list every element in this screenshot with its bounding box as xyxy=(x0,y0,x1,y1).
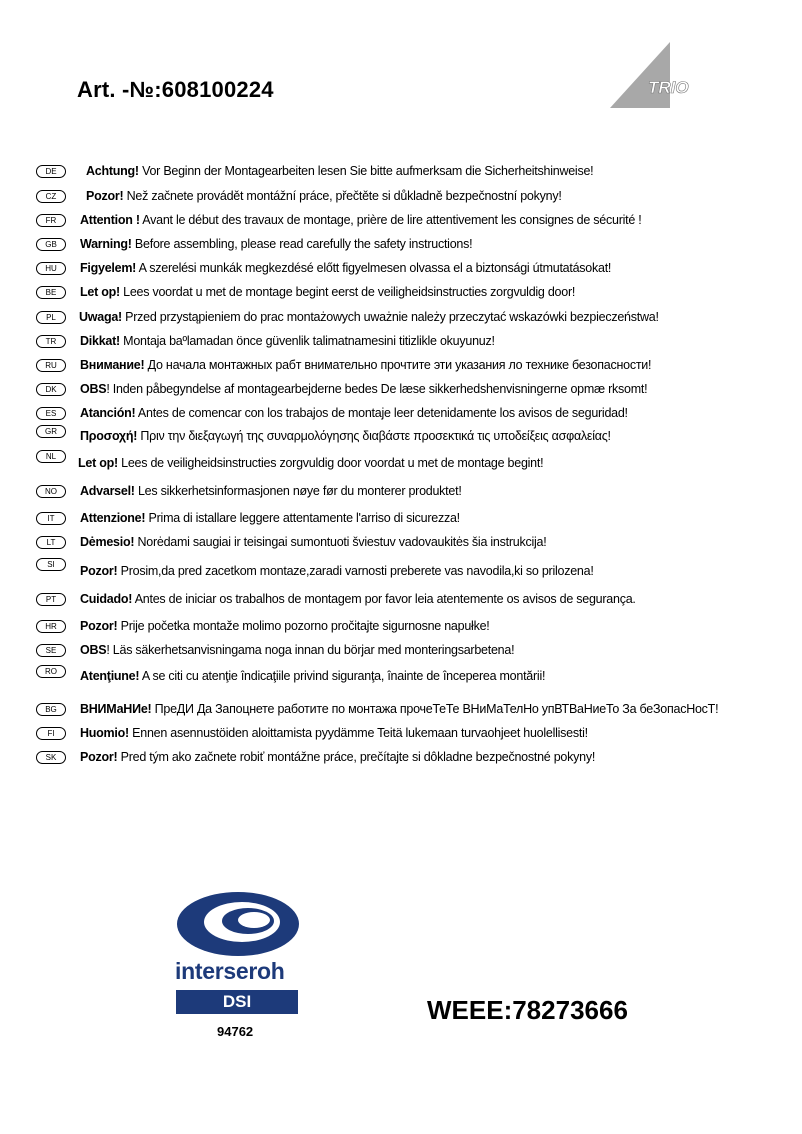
safety-text xyxy=(80,535,546,549)
safety-warning-word: Προσοχή! xyxy=(80,429,138,443)
safety-line-it xyxy=(36,511,460,525)
language-code-badge: SK xyxy=(36,751,66,764)
safety-warning-word: Uwaga! xyxy=(79,310,122,324)
language-code-badge: SI xyxy=(36,558,66,571)
safety-warning-body: Prije početka montaže molimo pozorno pročitajte sigurnosne napułke! xyxy=(117,619,490,633)
safety-warning-word: Внимание! xyxy=(80,358,145,372)
safety-warning-word: ВНИМаНИе! xyxy=(80,702,152,716)
safety-text xyxy=(80,358,651,372)
safety-line-tr xyxy=(36,334,495,348)
safety-line-lt xyxy=(36,535,546,549)
safety-warning-body: Antes de comencar con los trabajos de montaje leer detenidamente los avisos de seguridad! xyxy=(135,406,628,420)
safety-warning-word: Dėmesio! xyxy=(80,535,135,549)
safety-warning-body: Montaja baºlamadan önce güvenlik talimatnamesini titizlikle okuyunuz! xyxy=(119,334,495,348)
safety-line-nl xyxy=(36,451,544,470)
safety-text xyxy=(80,429,611,443)
safety-warning-body: Before assembling, please read carefully the safety instructions! xyxy=(131,237,473,251)
language-code-badge: FR xyxy=(36,214,66,227)
language-code-badge: NL xyxy=(36,450,66,463)
safety-warning-word: Pozor! xyxy=(86,189,124,203)
safety-line-es xyxy=(36,406,628,420)
safety-warning-word: Pozor! xyxy=(80,619,118,633)
safety-text xyxy=(78,456,543,470)
safety-warning-body: Než začnete provádět montážní práce, přečtěte si důkladně bezpečnostní pokyny! xyxy=(123,189,562,203)
safety-line-cz xyxy=(36,189,562,203)
safety-warning-body: Prima di istallare leggere attentamente l'arriso di sicurezza! xyxy=(145,511,460,525)
safety-text xyxy=(79,310,659,324)
language-code-badge: BG xyxy=(36,703,66,716)
safety-line-hr xyxy=(36,619,490,633)
language-code-badge: DE xyxy=(36,165,66,178)
safety-warning-body: Pred tým ako začnete robiť montážne práce, prečítajte si dôkladne bezpečnostné pokyny! xyxy=(117,750,596,764)
safety-warning-word: OBS xyxy=(80,382,107,396)
safety-warning-word: Pozor! xyxy=(80,750,118,764)
safety-line-gb xyxy=(36,237,472,251)
language-code-badge: TR xyxy=(36,335,66,348)
safety-text xyxy=(80,213,642,227)
safety-line-de xyxy=(36,164,593,178)
language-code-badge: RO xyxy=(36,665,66,678)
safety-warning-body: Πριν την διεξαγωγή της συναρμολόγησης διαβάστε προσεκτικά τις υποδείξεις ασφαλείας! xyxy=(137,429,611,443)
language-code-badge: PL xyxy=(36,311,66,324)
safety-text xyxy=(80,643,514,657)
safety-text xyxy=(80,382,647,396)
safety-warning-word: Atenţiune! xyxy=(80,669,140,683)
language-code-badge: RU xyxy=(36,359,66,372)
safety-text xyxy=(80,702,718,716)
trio-brand-text: TRIO xyxy=(648,78,689,97)
language-code-badge: PT xyxy=(36,593,66,606)
safety-warning-word: Let op! xyxy=(78,456,118,470)
safety-warning-word: Let op! xyxy=(80,285,120,299)
safety-line-fi xyxy=(36,726,588,740)
language-code-badge: LT xyxy=(36,536,66,549)
safety-warning-body: Avant le début des travaux de montage, prière de lire attentivement les consignes de sécurité ! xyxy=(139,213,642,227)
safety-line-be xyxy=(36,285,575,299)
trio-triangle xyxy=(610,42,670,108)
safety-warning-body: ! Läs säkerhetsanvisningama noga innan du börjar med monteringsarbetena! xyxy=(106,643,515,657)
safety-warning-word: Dikkat! xyxy=(80,334,120,348)
safety-warning-word: OBS xyxy=(80,643,107,657)
safety-text xyxy=(80,669,545,683)
safety-text xyxy=(80,406,628,420)
safety-line-bg xyxy=(36,702,718,716)
language-code-badge: NO xyxy=(36,485,66,498)
safety-warning-word: Atanción! xyxy=(80,406,136,420)
article-number: Art. -№:608100224 xyxy=(77,77,274,102)
trio-logo xyxy=(608,42,698,110)
language-code-badge: DK xyxy=(36,383,66,396)
safety-line-pt xyxy=(36,592,636,606)
language-code-badge: GB xyxy=(36,238,66,251)
safety-warning-word: Huomio! xyxy=(80,726,129,740)
language-code-badge: IT xyxy=(36,512,66,525)
safety-line-pl xyxy=(36,310,659,324)
weee-number: WEEE:78273666 xyxy=(427,995,628,1025)
safety-warning-body: A szerelési munkák megkezdésé előtt figyelmesen olvassa el a biztonsági útmutatásokat! xyxy=(136,261,612,275)
language-code-badge: CZ xyxy=(36,190,66,203)
safety-line-no xyxy=(36,484,462,498)
safety-line-si xyxy=(36,559,594,578)
safety-text xyxy=(80,484,462,498)
language-code-badge: HU xyxy=(36,262,66,275)
safety-line-ro xyxy=(36,666,546,683)
safety-warning-word: Achtung! xyxy=(86,164,139,178)
safety-warning-word: Advarsel! xyxy=(80,484,135,498)
safety-warning-word: Pozor! xyxy=(80,564,118,578)
safety-warning-word: Cuidado! xyxy=(80,592,133,606)
safety-text xyxy=(80,334,495,348)
safety-warning-word: Warning! xyxy=(80,237,132,251)
safety-warning-body: A se citi cu atenţie îndicaţiile privind siguranţa, înainte de începerea montării! xyxy=(139,669,546,683)
language-code-badge: ES xyxy=(36,407,66,420)
language-code-badge: GR xyxy=(36,425,66,438)
safety-text xyxy=(80,511,460,525)
safety-text xyxy=(86,164,593,178)
language-code-badge: HR xyxy=(36,620,66,633)
safety-line-sk xyxy=(36,750,595,764)
safety-warning-body: Lees voordat u met de montage begint eerst de veiligheidsinstructies zorgvuldig door! xyxy=(119,285,576,299)
safety-text xyxy=(80,237,472,251)
safety-warning-body: Ennen asennustöiden aloittamista pyydämme Teitä lukemaan turvaohjeet huolellisesti! xyxy=(128,726,588,740)
safety-text xyxy=(80,285,575,299)
dsi-label: DSI xyxy=(176,990,298,1014)
safety-warning-body: Prosim,da pred zacetkom montaze,zaradi varnosti preberete vas navodila,ki so prilozena! xyxy=(117,564,594,578)
safety-line-gr xyxy=(36,426,611,443)
safety-warning-word: Attenzione! xyxy=(80,511,146,525)
safety-text xyxy=(80,750,595,764)
safety-text xyxy=(80,619,490,633)
interseroh-wordmark: interseroh xyxy=(175,958,285,984)
safety-warning-body: Les sikkerhetsinformasjonen nøye før du monterer produktet! xyxy=(134,484,462,498)
language-code-badge: BE xyxy=(36,286,66,299)
safety-line-ru xyxy=(36,358,651,372)
safety-line-fr xyxy=(36,213,642,227)
language-code-badge: FI xyxy=(36,727,66,740)
safety-line-dk xyxy=(36,382,647,396)
safety-text xyxy=(80,592,636,606)
safety-line-se xyxy=(36,643,514,657)
safety-warning-body: Przed przystąpieniem do prac montażowych uważnie należy przeczytać wskazówki bezpieczeństwa! xyxy=(121,310,659,324)
language-code-badge: SE xyxy=(36,644,66,657)
safety-warning-body: До начала монтажных рабт внимательно прочтите эти указания ло технике безопасности! xyxy=(144,358,652,372)
safety-warning-body: Lees de veiligheidsinstructies zorgvuldig door voordat u met de montage begint! xyxy=(117,456,544,470)
safety-text xyxy=(80,726,588,740)
safety-warning-body: ! Inden påbegyndelse af montagearbejderne bedes De læse sikkerhedshenvisningerne opmæ rksomt! xyxy=(106,382,648,396)
safety-warning-body: Vor Beginn der Montagearbeiten lesen Sie bitte aufmerksam die Sicherheitshinweise! xyxy=(138,164,594,178)
safety-text xyxy=(86,189,562,203)
safety-warning-body: ПреДИ Да Запоцнете работите по монтажа прочеТеТе ВНиМаТелНо упВТВаНиеТо За беЗопасНосТ! xyxy=(151,702,719,716)
safety-warning-body: Norėdami saugiai ir teisingai sumontuoti šviestuv vadovaukitės šia instrukcija! xyxy=(134,535,547,549)
dsi-number: 94762 xyxy=(217,1024,254,1039)
safety-warning-word: Figyelem! xyxy=(80,261,137,275)
safety-warning-body: Antes de iniciar os trabalhos de montagem por favor leia atentemente os avisos de segurança. xyxy=(132,592,636,606)
safety-text xyxy=(80,261,611,275)
safety-text xyxy=(80,564,594,578)
safety-warning-word: Attention ! xyxy=(80,213,140,227)
interseroh-emblem xyxy=(170,888,310,958)
safety-line-hu xyxy=(36,261,611,275)
